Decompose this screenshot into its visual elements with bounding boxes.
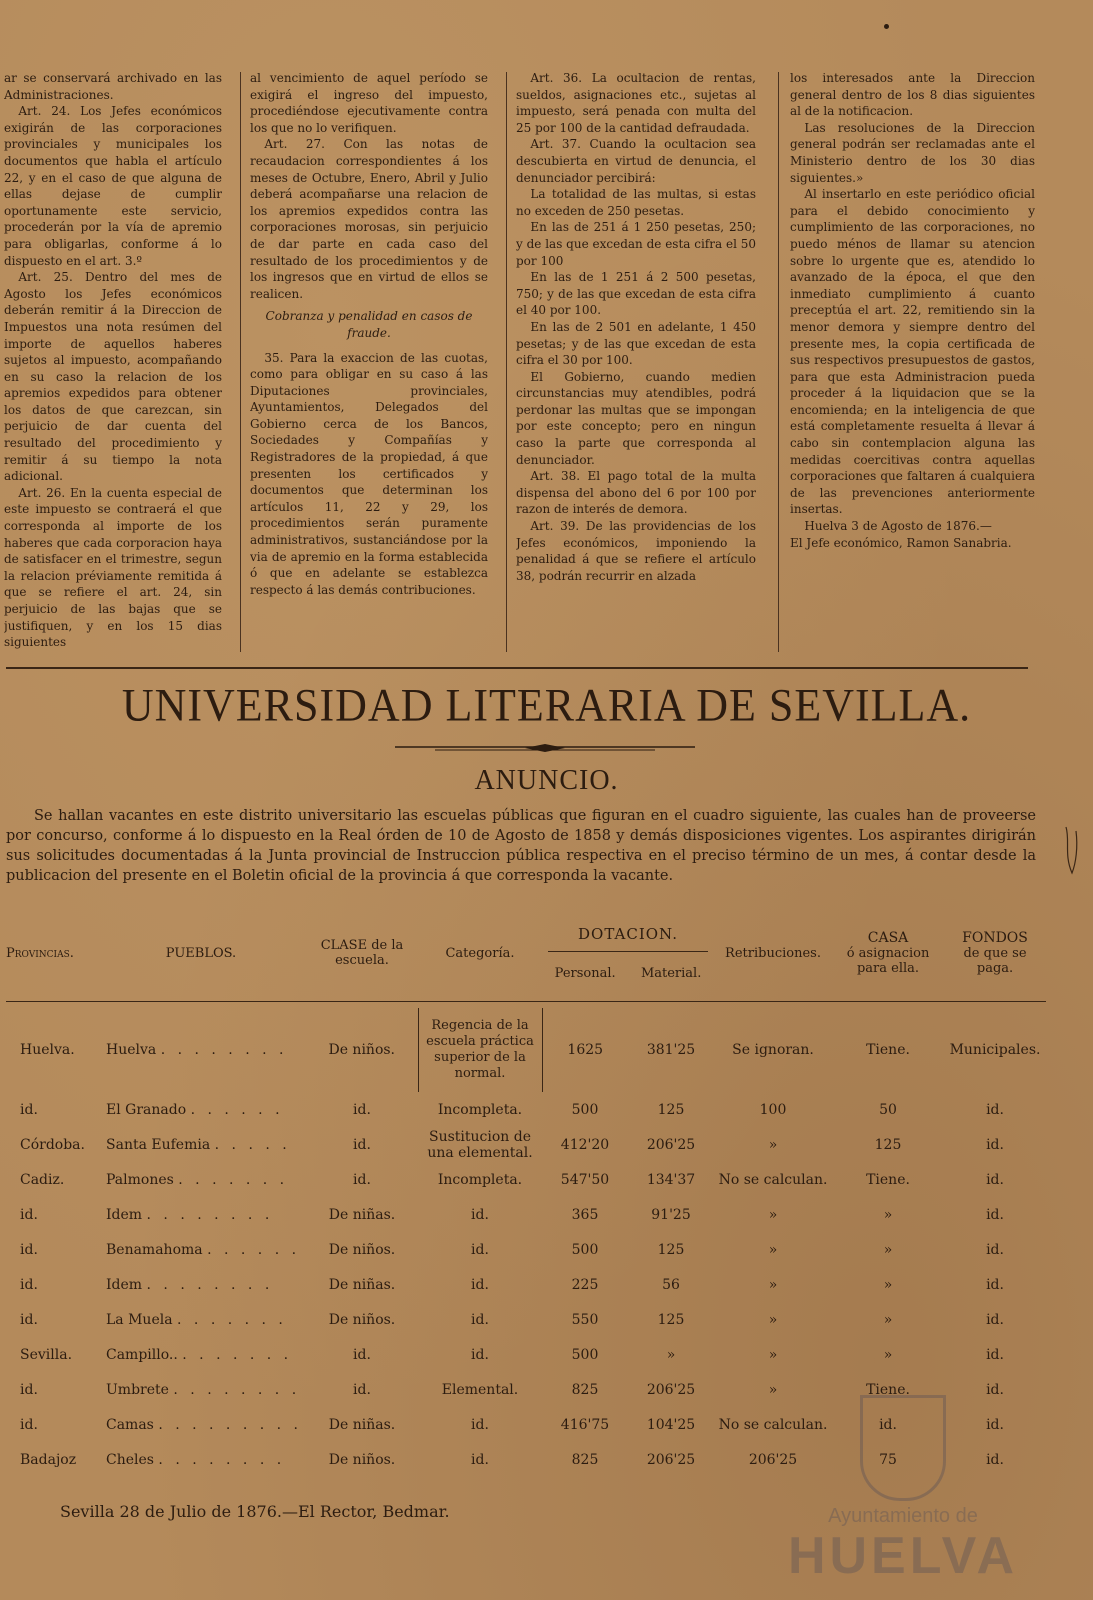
table-row xyxy=(6,1337,1046,1372)
school-class-cell: id. xyxy=(353,1101,371,1118)
town-cell xyxy=(96,1407,306,1442)
funds-cell: id. xyxy=(986,1241,1004,1258)
province-cell: Badajoz xyxy=(20,1451,77,1468)
province-cell: Sevilla. xyxy=(20,1346,73,1363)
town-cell xyxy=(96,1162,306,1197)
leader-dots: . . . . . . . . . xyxy=(158,1416,302,1433)
house-cell: 125 xyxy=(874,1136,902,1153)
paragraph: Las resoluciones de la Direccion general podrán ser reclamadas ante el Ministerio dentro de los 30 dias siguientes.» xyxy=(790,120,1035,185)
school-class-cell: id. xyxy=(353,1381,371,1398)
town-name: Huelva xyxy=(106,1042,157,1058)
leader-dots: . . . . . . . . xyxy=(158,1451,286,1468)
category-cell: id. xyxy=(471,1206,489,1223)
category-cell: Incompleta. xyxy=(437,1171,523,1188)
category-cell: id. xyxy=(471,1241,489,1258)
paragraph: Art. 25. Dentro del mes de Agosto los Jefes económicos deberán remitir á la Direccion de Impuestos una nota resúmen del importe de aquellos haberes sujetos al impuesto, acompañando en su caso la relacion de los apremios expedidos para obtener los datos de que carezcan, sin perjuicio de dar cuenta del resultado del procedimiento y remitir á su tiempo la nota adicional. xyxy=(4,270,222,484)
funds-cell: id. xyxy=(986,1346,1004,1363)
province-cell: id. xyxy=(20,1311,38,1328)
footer-signature: Sevilla 28 de Julio de 1876.—El Rector, Bedmar. xyxy=(60,1502,450,1521)
watermark-line1: Ayuntamiento de xyxy=(828,1505,978,1527)
table-row xyxy=(6,1232,1046,1267)
town-name: Cheles xyxy=(106,1451,154,1468)
category-cell: id. xyxy=(471,1276,489,1293)
funds-cell: id. xyxy=(986,1206,1004,1223)
town-name: Idem xyxy=(106,1206,143,1223)
paragraph: Art. 37. Cuando la ocultacion sea descubierta en virtud de denuncia, el denunciador percibirá: xyxy=(516,137,756,185)
school-class-cell: id. xyxy=(353,1346,371,1363)
header-fondos xyxy=(944,905,1046,1002)
coat-of-arms-icon xyxy=(860,1395,946,1501)
school-class-cell: De niños. xyxy=(328,1311,396,1328)
header-dotacion-label: DOTACION. xyxy=(548,925,708,952)
table-row xyxy=(6,1008,1046,1092)
town-cell xyxy=(96,1442,306,1477)
town-cell xyxy=(96,1232,306,1267)
header-provincias: Provincias. xyxy=(6,945,74,961)
paragraph: al vencimiento de aquel período se exigirá el ingreso del impuesto, procediéndose ejecutivamente contra los que no lo verifiquen. xyxy=(250,71,488,135)
paragraph: La totalidad de las multas, si estas no exceden de 250 pesetas. xyxy=(516,187,756,218)
material-amount-cell: 206'25 xyxy=(646,1136,696,1153)
category-cell: Incompleta. xyxy=(437,1101,523,1118)
retributions-cell: 100 xyxy=(759,1101,787,1118)
house-cell: Tiene. xyxy=(866,1171,910,1188)
table-row xyxy=(6,1127,1046,1162)
school-class-cell: De niñas. xyxy=(328,1416,396,1433)
category-cell: Elemental. xyxy=(441,1381,519,1398)
category-cell: id. xyxy=(471,1311,489,1328)
leader-dots: . . . . . . . . xyxy=(173,1381,301,1398)
personal-amount-cell: 365 xyxy=(571,1206,599,1223)
page-title: UNIVERSIDAD LITERARIA DE SEVILLA. xyxy=(121,679,972,732)
town-name: Camas xyxy=(106,1416,154,1433)
header-clase: CLASE de la escuela. xyxy=(320,938,404,968)
province-cell: Córdoba. xyxy=(20,1136,85,1153)
funds-cell: id. xyxy=(986,1136,1004,1153)
funds-cell: Municipales. xyxy=(949,1042,1041,1058)
table-row xyxy=(6,1162,1046,1197)
leader-dots: . . . . . . . . xyxy=(146,1276,274,1293)
school-class-cell: De niños. xyxy=(328,1451,396,1468)
personal-amount-cell: 500 xyxy=(571,1101,599,1118)
school-class-cell: id. xyxy=(353,1136,371,1153)
paragraph: Art. 36. La ocultacion de rentas, sueldos, asignaciones etc., sujetas al impuesto, será penada con multa del 25 por 100 de la cantidad defraudada. xyxy=(516,71,756,135)
funds-cell: id. xyxy=(986,1276,1004,1293)
retributions-cell: » xyxy=(768,1381,778,1398)
personal-amount-cell: 225 xyxy=(571,1276,599,1293)
house-cell: » xyxy=(883,1276,893,1293)
house-cell: Tiene. xyxy=(866,1381,910,1398)
town-name: Santa Eufemia xyxy=(106,1136,211,1153)
personal-amount-cell: 825 xyxy=(571,1381,599,1398)
funds-cell: id. xyxy=(986,1311,1004,1328)
province-cell: Cadiz. xyxy=(20,1171,65,1188)
town-cell xyxy=(96,1008,306,1092)
house-cell: 75 xyxy=(879,1451,897,1468)
province-cell: id. xyxy=(20,1101,38,1118)
paragraph: En las de 1 251 á 2 500 pesetas, 750; y de las que excedan de esta cifra el 40 por 100. xyxy=(516,270,756,318)
house-cell: » xyxy=(883,1206,893,1223)
leader-dots: . . . . . . xyxy=(207,1241,301,1258)
header-dotacion xyxy=(542,905,714,1002)
header-material: Material. xyxy=(640,966,702,981)
retributions-cell: » xyxy=(768,1311,778,1328)
retributions-cell: 206'25 xyxy=(748,1451,798,1468)
leader-dots: . . . . . . . . xyxy=(146,1206,274,1223)
funds-cell: id. xyxy=(986,1451,1004,1468)
section-heading: Cobranza y penalidad en casos de fraude. xyxy=(265,309,473,340)
material-amount-cell: 125 xyxy=(657,1101,685,1118)
funds-cell: id. xyxy=(986,1101,1004,1118)
personal-amount-cell: 500 xyxy=(571,1346,599,1363)
leader-dots: . . . . . xyxy=(214,1136,291,1153)
paragraph: los interesados ante la Direccion general dentro de los 8 dias siguientes al de la notificacion. xyxy=(790,71,1035,119)
category-cell: Sustitucion de una elemental. xyxy=(427,1128,533,1161)
retributions-cell: Se ignoran. xyxy=(732,1042,814,1058)
personal-amount-cell: 825 xyxy=(571,1451,599,1468)
material-amount-cell: 56 xyxy=(662,1276,680,1293)
material-amount-cell: 125 xyxy=(657,1311,685,1328)
header-casa-sub: ó asignacion para ella. xyxy=(846,946,930,976)
header-retribuciones: Retribuciones. xyxy=(725,945,821,961)
column-divider xyxy=(778,72,779,652)
header-personal: Personal. xyxy=(554,966,616,981)
material-amount-cell: 125 xyxy=(657,1241,685,1258)
paragraph: En las de 2 501 en adelante, 1 450 pesetas; y de las que excedan de esta cifra el 30 por 100. xyxy=(516,319,756,368)
ornament-rule-icon xyxy=(395,744,695,752)
header-fondos-sub: de que se paga. xyxy=(963,946,1027,976)
paragraph: En las de 251 á 1 250 pesetas, 250; y de las que excedan de esta cifra el 50 por 100 xyxy=(516,220,756,268)
house-cell: Tiene. xyxy=(866,1042,910,1058)
material-amount-cell: 91'25 xyxy=(651,1206,691,1223)
table-row xyxy=(6,1197,1046,1232)
column-3 xyxy=(516,70,756,655)
house-cell: » xyxy=(883,1241,893,1258)
personal-amount-cell: 550 xyxy=(571,1311,599,1328)
announcement-heading: ANUNCIO. xyxy=(474,765,619,796)
column-2 xyxy=(250,70,488,655)
paragraph: Art. 26. En la cuenta especial de este impuesto se contraerá el que corresponda al importe de los haberes que cada corporacion haya de satisfacer en el trimestre, segun la relacion préviamente remitida á que se refiere el art. 24, sin perjuicio de las bajas que se justifiquen, y en los 15 dias siguientes xyxy=(4,485,222,650)
province-cell: id. xyxy=(20,1206,38,1223)
funds-cell: id. xyxy=(986,1171,1004,1188)
retributions-cell: » xyxy=(768,1346,778,1363)
funds-cell: id. xyxy=(986,1381,1004,1398)
category-cell: id. xyxy=(471,1451,489,1468)
material-amount-cell: 206'25 xyxy=(646,1451,696,1468)
header-casa xyxy=(832,905,944,1002)
retributions-cell: No se calculan. xyxy=(718,1416,828,1433)
town-name: La Muela xyxy=(106,1311,173,1328)
personal-amount-cell: 547'50 xyxy=(560,1171,610,1188)
leader-dots: . . . . . . . xyxy=(178,1171,289,1188)
province-cell: id. xyxy=(20,1276,38,1293)
column-4 xyxy=(790,70,1035,655)
category-cell: Regencia de la escuela práctica superior de la normal. xyxy=(418,1008,542,1092)
date-line: Huelva 3 de Agosto de 1876.— xyxy=(804,519,992,534)
school-class-cell: De niñas. xyxy=(328,1276,396,1293)
paragraph: 35. Para la exaccion de las cuotas, como para obligar en su caso á las Diputaciones provinciales, Ayuntamientos, Delegados del Gobierno cerca de los Bancos, Sociedades y Compañías y Registradores de la propiedad, á que presenten los certificados y documentos que determinan los artículos 11, 22 y 29, los procedimientos serán puramente administrativos, sustanciándose por la via de apremio en la forma establecida ó que en adelante se establezca respecto á las demás contribuciones. xyxy=(250,350,488,597)
paragraph: Al insertarlo en este periódico oficial para el debido conocimiento y cumplimiento de las corporaciones, no puedo ménos de llamar su atencion sobre lo urgente que es, atendido lo avanzado de la época, el que den inmediato cumplimiento á cuanto preceptúa el art. 22, remitiendo sin la menor demora y siempre dentro del presente mes, la copia certificada de sus respectivos presupuestos de gastos, para que esta Administracion pueda proceder á la liquidacion que se la encomienda; en la inteligencia de que está completamente resuelta á llevar á cabo sin contemplacion alguna las medidas coercitivas contra aquellas corporaciones que faltaren á cualquiera de las prevenciones anteriormente insertas. xyxy=(790,187,1035,517)
province-cell: id. xyxy=(20,1381,38,1398)
province-cell: id. xyxy=(20,1416,38,1433)
pen-mark-icon xyxy=(1062,825,1082,875)
personal-amount-cell: 500 xyxy=(571,1241,599,1258)
town-cell xyxy=(96,1302,306,1337)
category-cell: id. xyxy=(471,1416,489,1433)
retributions-cell: No se calculan. xyxy=(718,1171,828,1188)
material-amount-cell: 381'25 xyxy=(646,1042,696,1058)
column-divider xyxy=(506,72,507,652)
paragraph: Art. 39. De las providencias de los Jefes económicos, imponiendo la penalidad á que se refiere el artículo 38, podrán recurrir en alzada xyxy=(516,519,756,583)
header-pueblos: PUEBLOS. xyxy=(165,945,237,961)
signature-line: El Jefe económico, Ramon Sanabria. xyxy=(790,535,1012,550)
paragraph: Art. 38. El pago total de la multa dispensa del abono del 6 por 100 por razon de interés de demora. xyxy=(516,469,756,517)
column-divider xyxy=(240,72,241,652)
town-cell xyxy=(96,1197,306,1232)
intro-paragraph: Se hallan vacantes en este distrito universitario las escuelas públicas que figuran en el cuadro siguiente, las cuales han de proveerse por concurso, conforme á lo dispuesto en la Real órden de 10 de Agosto de 1858 y demás disposiciones vigentes. Los aspirantes dirigirán sus solicitudes documentadas á la Junta provincial de Instruccion pública respectiva en el preciso término de un mes, á contar desde la publicacion del presente en el Boletin oficial de la provincia á que corresponda la vacante. xyxy=(6,808,1036,884)
material-amount-cell: 104'25 xyxy=(646,1416,696,1433)
watermark-line2: HUELVA xyxy=(787,1527,1019,1585)
personal-amount-cell: 1625 xyxy=(567,1042,604,1058)
house-cell: 50 xyxy=(879,1101,897,1118)
table-row xyxy=(6,1267,1046,1302)
leader-dots: . . . . . . . . xyxy=(160,1042,288,1058)
paragraph: ar se conservará archivado en las Administraciones. xyxy=(4,71,222,102)
province-cell: id. xyxy=(20,1241,38,1258)
house-cell: » xyxy=(883,1311,893,1328)
house-cell: » xyxy=(883,1346,893,1363)
town-name: Umbrete xyxy=(106,1381,169,1398)
town-name: El Granado xyxy=(106,1101,187,1118)
paragraph: El Gobierno, cuando medien circunstancias muy atendibles, podrá perdonar las multas que se impongan por este concepto; pero en ningun caso la parte que corresponda al denunciador. xyxy=(516,369,756,467)
personal-amount-cell: 416'75 xyxy=(560,1416,610,1433)
town-name: Idem xyxy=(106,1276,143,1293)
school-class-cell: id. xyxy=(353,1171,371,1188)
town-name: Benamahoma xyxy=(106,1241,203,1258)
province-cell: Huelva. xyxy=(20,1042,75,1058)
header-categoria: Categoría. xyxy=(445,945,515,961)
table-row xyxy=(6,1092,1046,1127)
town-cell xyxy=(96,1267,306,1302)
town-cell xyxy=(96,1092,306,1127)
retributions-cell: » xyxy=(768,1241,778,1258)
header-casa-label: CASA xyxy=(867,930,909,946)
school-class-cell: De niños. xyxy=(328,1241,396,1258)
category-cell: id. xyxy=(471,1346,489,1363)
header-fondos-label: FONDOS xyxy=(962,930,1028,946)
funds-cell: id. xyxy=(986,1416,1004,1433)
material-amount-cell: » xyxy=(666,1346,676,1363)
paragraph: Art. 27. Con las notas de recaudacion correspondientes á los meses de Octubre, Enero, Abril y Julio deberá acompañarse una relacion de los apremios expedidos contra las corporaciones morosas, sin perjuicio de dar parte en cada caso del resultado de los procedimientos y de los ingresos que en virtud de ellos se realicen. xyxy=(250,137,488,301)
retributions-cell: » xyxy=(768,1276,778,1293)
school-class-cell: De niños. xyxy=(328,1042,396,1058)
legal-text-columns xyxy=(4,70,1044,655)
table-row xyxy=(6,1302,1046,1337)
announcement-text xyxy=(6,806,1036,886)
retributions-cell: » xyxy=(768,1206,778,1223)
ink-dot xyxy=(884,24,889,29)
leader-dots: . . . . . . . xyxy=(177,1311,287,1328)
town-name: Campillo.. xyxy=(106,1346,178,1363)
leader-dots: . . . . . . xyxy=(190,1101,284,1118)
school-class-cell: De niñas. xyxy=(328,1206,396,1223)
retributions-cell: » xyxy=(768,1136,778,1153)
column-1 xyxy=(4,70,222,655)
paragraph: Art. 24. Los Jefes económicos exigirán de las corporaciones provinciales y municipales los documentos que habla el artículo 22, y en el caso de que alguna de ellas dejase de cumplir oportunamente este servicio, procederán por la vía de apremio para obligarlas, conforme á lo dispuesto en el art. 3.º xyxy=(4,104,222,268)
town-name: Palmones xyxy=(106,1171,174,1188)
leader-dots: . . . . . . . xyxy=(182,1346,293,1363)
town-cell xyxy=(96,1372,306,1407)
vacancies-table xyxy=(6,905,1046,1477)
material-amount-cell: 206'25 xyxy=(646,1381,696,1398)
personal-amount-cell: 412'20 xyxy=(560,1136,610,1153)
material-amount-cell: 134'37 xyxy=(646,1171,696,1188)
town-cell xyxy=(96,1337,306,1372)
section-divider xyxy=(6,667,1028,669)
house-cell: id. xyxy=(879,1416,897,1433)
archive-watermark xyxy=(738,1395,1068,1595)
town-cell xyxy=(96,1127,306,1162)
